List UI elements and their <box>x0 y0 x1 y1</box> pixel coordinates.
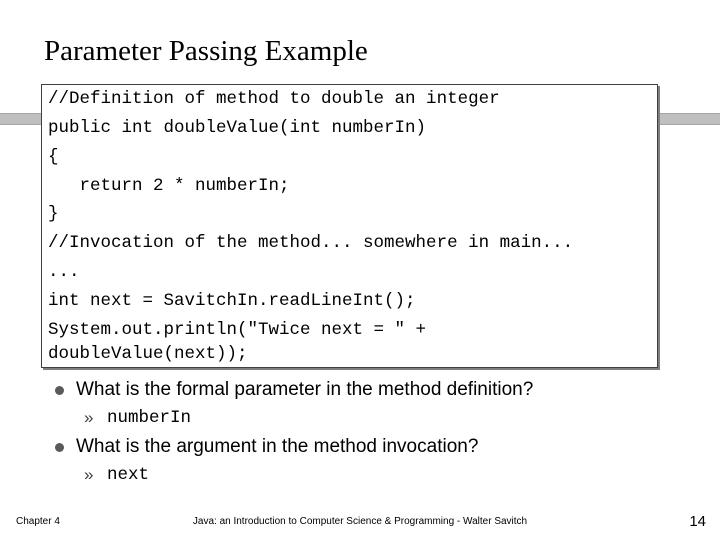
code-line: System.out.println("Twice next = " + <box>48 320 427 340</box>
footer-book-title: Java: an Introduction to Computer Science & Programming - Walter Savitch <box>192 516 528 527</box>
code-line: { <box>48 147 59 167</box>
bullet-dot-icon <box>55 443 64 452</box>
code-line: //Definition of method to double an integer <box>48 89 500 109</box>
slide-title: Parameter Passing Example <box>44 35 368 67</box>
code-line: public int doubleValue(int numberIn) <box>48 118 427 138</box>
answer-argument: next <box>107 465 150 485</box>
page-number: 14 <box>689 513 706 530</box>
bullet-dot-icon <box>55 386 64 395</box>
answer-formal-parameter: numberIn <box>107 408 192 428</box>
sub-bullet-marker: » <box>84 408 94 427</box>
code-line: doubleValue(next)); <box>48 344 248 364</box>
sub-bullet-marker: » <box>84 465 94 484</box>
code-line: } <box>48 204 59 224</box>
title-underline-right-bar <box>660 113 720 125</box>
code-line: int next = SavitchIn.readLineInt(); <box>48 291 416 311</box>
title-underline-left-bar <box>0 113 44 125</box>
code-line: ... <box>48 262 80 282</box>
footer-chapter: Chapter 4 <box>16 516 60 527</box>
bullet-question-formal-parameter: What is the formal parameter in the method definition? <box>76 379 534 400</box>
code-line: //Invocation of the method... somewhere in main... <box>48 233 574 253</box>
code-box <box>41 84 658 368</box>
code-line: return 2 * numberIn; <box>48 176 290 196</box>
bullet-question-argument: What is the argument in the method invocation? <box>76 436 479 457</box>
